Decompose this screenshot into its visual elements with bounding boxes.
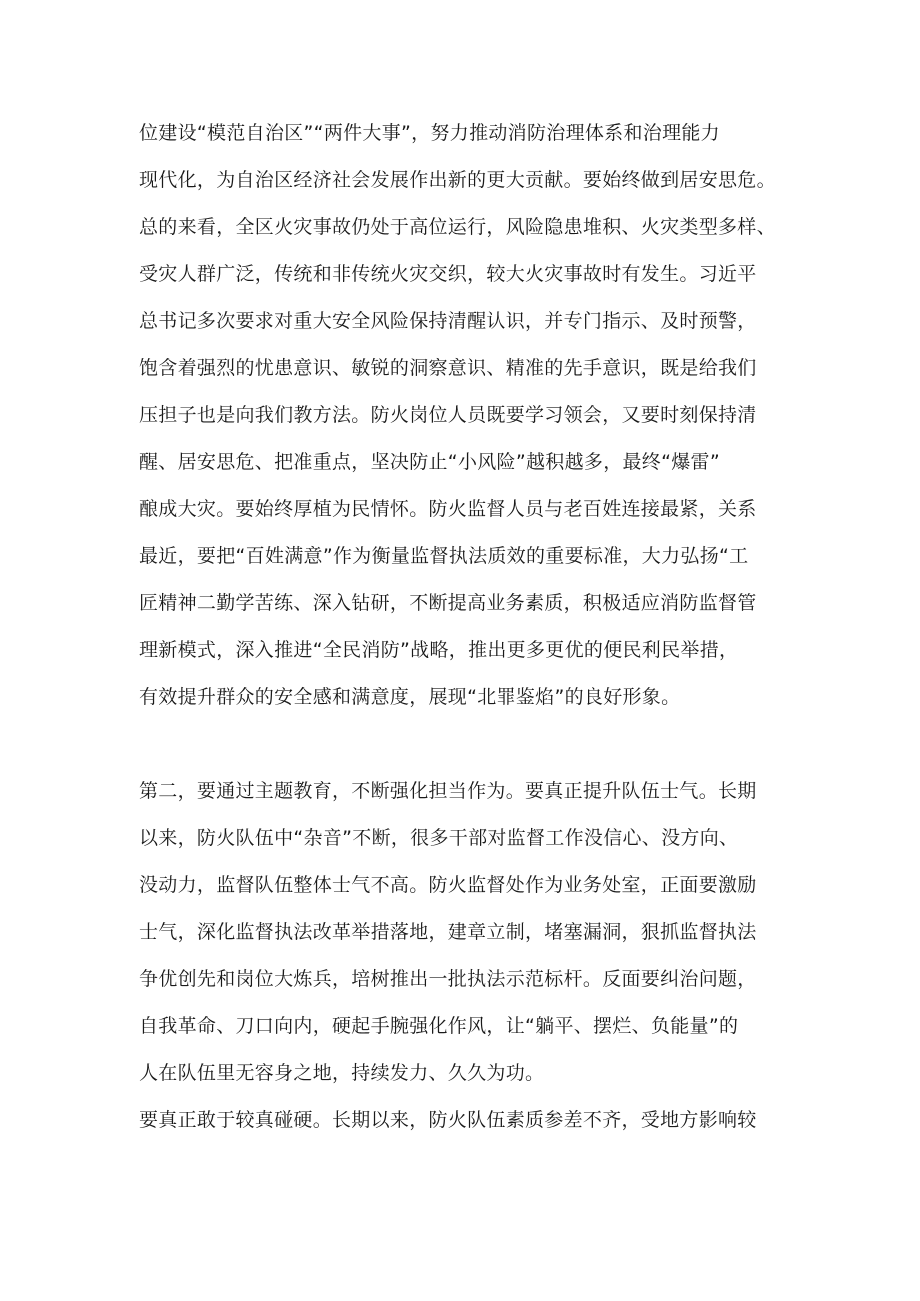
text-line: 醒、居安思危、把准重点，坚决防止“小风险”越积越多，最终“爆雷”: [139, 451, 720, 473]
text-line: 总书记多次要求对重大安全风险保持清醒认识，并专门指示、及时预警，: [139, 310, 757, 332]
text-line: 位建设“模范自治区”“两件大事”，努力推动消防治理体系和治理能力: [139, 122, 720, 144]
text-line: 受灾人群广泛，传统和非传统火灾交织，较大火灾事故时有发生。习近平: [139, 263, 757, 285]
text-line: 匠精神二勤学苦练、深入钻研，不断提高业务素质，积极适应消防监督管: [139, 592, 757, 614]
text-line: 最近，要把“百姓满意”作为衡量监督执法质效的重要标准，大力弘扬“工: [139, 545, 749, 567]
text-line: 酿成大灾。要始终厚植为民情怀。防火监督人员与老百姓连接最紧，关系: [139, 498, 757, 520]
text-line: 争优创先和岗位大炼兵，培树推出一批执法示范标杆。反面要纠治问题，: [139, 968, 757, 990]
text-line: 压担子也是向我们教方法。防火岗位人员既要学习领会，又要时刻保持清: [139, 404, 757, 426]
text-line: 理新模式，深入推进“全民消防”战略，推出更多更优的便民利民举措，: [139, 639, 739, 661]
text-line: 总的来看，全区火灾事故仍处于高位运行，风险隐患堆积、火灾类型多样、: [139, 216, 776, 238]
text-line: 以来，防火队伍中“杂音”不断，很多干部对监督工作没信心、没方向、: [139, 827, 739, 849]
text-line: 现代化，为自治区经济社会发展作出新的更大贡献。要始终做到居安思危。: [139, 169, 776, 191]
text-line: 没动力，监督队伍整体士气不高。防火监督处作为业务处室，正面要激励: [139, 874, 757, 896]
text-line: 人在队伍里无容身之地，持续发力、久久为功。: [139, 1062, 545, 1084]
text-line: 第二，要通过主题教育，不断强化担当作为。要真正提升队伍士气。长期: [139, 780, 757, 802]
text-line: 饱含着强烈的忧患意识、敏锐的洞察意识、精准的先手意识，既是给我们: [139, 357, 757, 379]
text-line: 士气，深化监督执法改革举措落地，建章立制，堵塞漏洞，狠抓监督执法: [139, 921, 757, 943]
text-line: 要真正敢于较真碰硬。长期以来，防火队伍素质参差不齐，受地方影响较: [139, 1109, 757, 1131]
text-line: 有效提升群众的安全感和满意度，展现“北罪鉴焰”的良好形象。: [139, 686, 681, 708]
text-line: 自我革命、刀口向内，硬起手腕强化作风，让“躺平、摆烂、负能量”的: [139, 1015, 739, 1037]
